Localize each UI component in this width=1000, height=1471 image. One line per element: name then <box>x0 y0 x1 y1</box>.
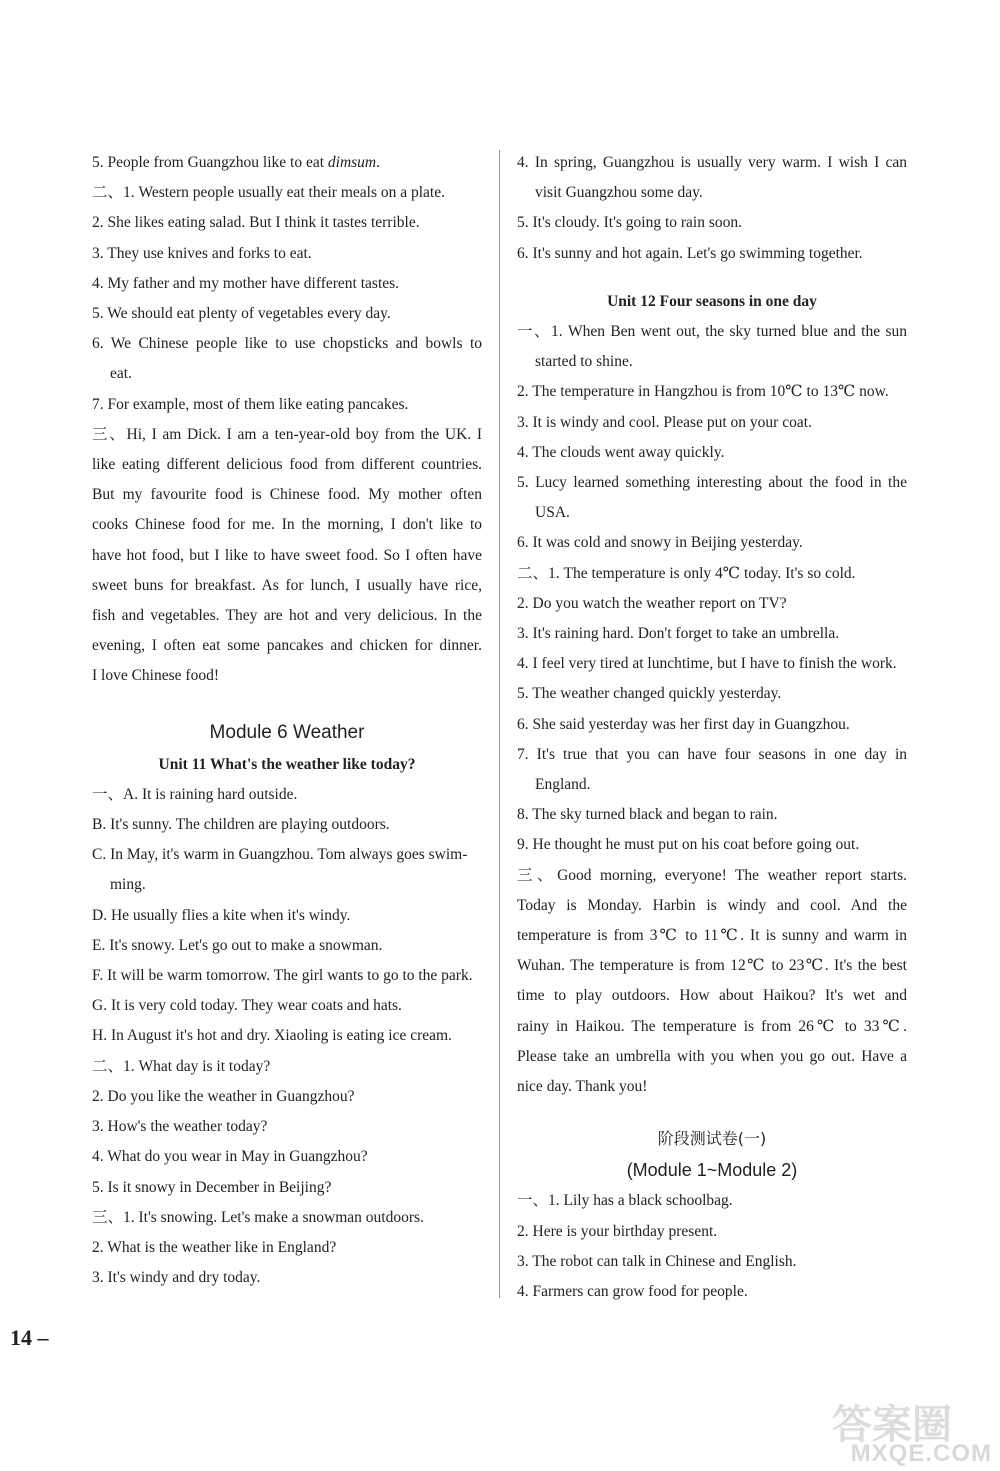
answer-line: 6. It was cold and snowy in Beijing yesterday. <box>517 534 803 552</box>
answer-line: 2. She likes eating salad. But I think it tastes terrible. <box>92 214 420 232</box>
unit-title: Unit 12 Four seasons in one day <box>607 292 817 310</box>
answer-line: 6. She said yesterday was her first day in Guangzhou. <box>517 715 850 733</box>
answer-line: 2. What is the weather like in England? <box>92 1238 337 1256</box>
unit-title: Unit 11 What's the weather like today? <box>158 755 416 773</box>
answer-line: 2. The temperature in Hangzhou is from 10℃ to 13℃ now. <box>517 383 889 401</box>
answer-line: eat. <box>110 365 132 383</box>
unit-11-answers <box>92 780 482 1293</box>
answer-line: 3. It's raining hard. Don't forget to take an umbrella. <box>517 625 840 643</box>
paragraph-line: Today is Monday. Harbin is windy and cool. And the <box>517 896 907 914</box>
answer-line: 一、1. Lily has a black schoolbag. <box>517 1192 733 1210</box>
answer-line: 2. Do you like the weather in Guangzhou? <box>92 1087 355 1105</box>
answer-line: 5. People from Guangzhou like to eat dimsum. <box>92 154 380 171</box>
answer-line: E. It's snowy. Let's go out to make a snowman. <box>92 936 383 954</box>
answer-line: 6. We Chinese people like to use chopsticks and bowls to <box>92 335 482 353</box>
answer-line: F. It will be warm tomorrow. The girl wants to go to the park. <box>92 967 473 985</box>
paragraph-line: But my favourite food is Chinese food. My mother often <box>92 486 482 504</box>
paragraph-line: 三、Hi, I am Dick. I am a ten-year-old boy from the UK. I <box>92 425 482 443</box>
answer-line: 7. For example, most of them like eating pancakes. <box>92 395 409 413</box>
right-paragraph <box>517 861 907 1103</box>
paragraph-line: 三、Good morning, everyone! The weather report starts. <box>517 866 907 884</box>
answer-line: C. In May, it's warm in Guangzhou. Tom always goes swim- <box>92 846 468 864</box>
paragraph-line: rainy in Haikou. The temperature is from 26℃ to 33℃. <box>517 1017 907 1035</box>
answer-line: 一、A. It is raining hard outside. <box>92 785 298 803</box>
answer-line: 2. Here is your birthday present. <box>517 1222 718 1240</box>
answer-line: started to shine. <box>535 353 633 371</box>
paragraph-line: like eating different delicious food from different countries. <box>92 456 482 474</box>
right-top-answers <box>517 148 907 269</box>
answer-line: 4. The clouds went away quickly. <box>517 443 725 461</box>
answer-line: visit Guangzhou some day. <box>535 184 703 202</box>
answer-line: 8. The sky turned black and began to rain. <box>517 806 778 824</box>
answer-line: 4. My father and my mother have different tastes. <box>92 274 400 292</box>
answer-line: 7. It's true that you can have four seasons in one day in <box>517 745 907 763</box>
stage-test-answers <box>517 1186 907 1307</box>
left-paragraph <box>92 420 482 692</box>
paragraph-line: sweet buns for breakfast. As for lunch, I usually have rice, <box>92 576 482 594</box>
module-title: Module 6 Weather <box>209 721 365 743</box>
answer-line: 二、1. What day is it today? <box>92 1057 271 1075</box>
stage-test-subtitle: (Module 1~Module 2) <box>626 1160 798 1181</box>
stage-test-title: 阶段测试卷(一) <box>657 1129 767 1149</box>
answer-line: 6. It's sunny and hot again. Let's go swimming together. <box>517 244 863 262</box>
watermark <box>792 1400 992 1466</box>
answer-line: USA. <box>535 504 570 522</box>
answer-line: 三、1. It's snowing. Let's make a snowman outdoors. <box>92 1208 424 1226</box>
right-column <box>517 148 907 1307</box>
paragraph-line: cooks Chinese food for me. In the morning, I don't like to <box>92 516 482 534</box>
paragraph-line: Please take an umbrella with you when you go out. Have a <box>517 1047 907 1065</box>
spacer <box>517 269 907 287</box>
answer-line: 二、1. The temperature is only 4℃ today. It's so cold. <box>517 564 856 582</box>
answer-line: 9. He thought he must put on his coat before going out. <box>517 836 860 854</box>
paragraph-line: time to play outdoors. How about Haikou? It's wet and <box>517 987 907 1005</box>
answer-line: G. It is very cold today. They wear coats and hats. <box>92 997 402 1015</box>
answer-line: 4. In spring, Guangzhou is usually very warm. I wish I can <box>517 154 907 171</box>
answer-line: 2. Do you watch the weather report on TV? <box>517 594 787 612</box>
answer-line: 4. I feel very tired at lunchtime, but I have to finish the work. <box>517 655 897 673</box>
paragraph-line: evening, I often eat some pancakes and chicken for dinner. <box>92 637 482 655</box>
answer-line: B. It's sunny. The children are playing outdoors. <box>92 816 390 834</box>
watermark-url: MXQE.COM <box>850 1440 992 1467</box>
answer-line: 3. They use knives and forks to eat. <box>92 244 312 262</box>
paragraph-line: fish and vegetables. They are hot and very delicious. In the <box>92 607 482 625</box>
column-divider <box>499 150 500 1298</box>
paragraph-line: Wuhan. The temperature is from 12℃ to 23℃. It's the best <box>517 957 907 975</box>
answer-line: 二、1. Western people usually eat their meals on a plate. <box>92 184 445 202</box>
answer-line: 5. We should eat plenty of vegetables every day. <box>92 305 391 323</box>
answer-line: 3. The robot can talk in Chinese and English. <box>517 1252 797 1270</box>
watermark-logo-icon <box>792 1400 992 1444</box>
answer-line: 3. How's the weather today? <box>92 1118 268 1136</box>
left-top-answers <box>92 148 482 420</box>
answer-line: 5. Is it snowy in December in Beijing? <box>92 1178 332 1196</box>
answer-line: 5. The weather changed quickly yesterday. <box>517 685 782 703</box>
answer-line: 5. It's cloudy. It's going to rain soon. <box>517 214 743 232</box>
unit-12-answers <box>517 317 907 861</box>
answer-line: 3. It's windy and dry today. <box>92 1269 261 1287</box>
answer-line: 4. Farmers can grow food for people. <box>517 1282 748 1300</box>
answer-line: 一、1. When Ben went out, the sky turned blue and the sun <box>517 323 907 341</box>
paragraph-line: temperature is from 3℃ to 11℃. It is sunny and warm in <box>517 927 907 945</box>
answer-line: 4. What do you wear in May in Guangzhou? <box>92 1148 368 1166</box>
answer-line: 5. Lucy learned something interesting about the food in the <box>517 474 907 492</box>
watermark-logo-text: 答案圈 <box>832 1402 952 1444</box>
paragraph-line: have hot food, but I like to have sweet food. So I often have <box>92 546 482 564</box>
page-number: 14 – <box>10 1325 49 1350</box>
paragraph-line: nice day. Thank you! <box>517 1078 648 1096</box>
paragraph-line: I love Chinese food! <box>92 667 219 685</box>
answer-line: D. He usually flies a kite when it's windy. <box>92 906 351 924</box>
answer-line: 3. It is windy and cool. Please put on your coat. <box>517 413 812 431</box>
answer-line: H. In August it's hot and dry. Xiaoling is eating ice cream. <box>92 1027 452 1045</box>
answer-line: ming. <box>110 876 146 894</box>
answer-line: England. <box>535 776 591 794</box>
left-column <box>92 148 482 1293</box>
